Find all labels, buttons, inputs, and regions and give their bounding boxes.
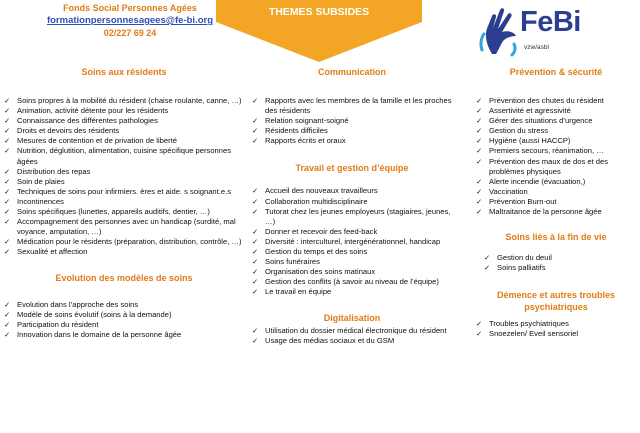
list-item-label: Utilisation du dossier médical électronique du résident xyxy=(265,325,447,335)
list-item xyxy=(252,237,452,247)
list-item-label: Innovation dans le domaine de la personne âgée xyxy=(17,329,182,339)
checkmark-icon: ✓ xyxy=(252,335,259,345)
organisation-name: Fonds Social Personnes Agées xyxy=(63,3,197,13)
list-item-label: Droits et devoirs des résidents xyxy=(17,126,120,136)
list-item xyxy=(484,263,636,273)
list-item xyxy=(252,207,452,227)
list-item xyxy=(476,207,636,217)
list-item-label: Snoezelen/ Eveil sensoriel xyxy=(489,329,579,339)
checkmark-icon: ✓ xyxy=(252,247,259,257)
topic-list xyxy=(252,326,452,346)
list-item-label: Soins propres à la mobilité du résident (chaise roulante, canne, …) xyxy=(17,96,242,105)
list-item-label: Accueil des nouveaux travailleurs xyxy=(265,186,378,196)
list-item xyxy=(252,136,452,146)
checkmark-icon: ✓ xyxy=(476,329,483,339)
topic-list xyxy=(476,319,636,339)
section-title: Prévention & sécurité xyxy=(509,67,603,77)
section-title: Soins aux résidents xyxy=(81,67,167,77)
checkmark-icon: ✓ xyxy=(252,257,259,267)
list-item-label: Participation du résident xyxy=(17,319,99,329)
list-item xyxy=(252,257,452,267)
list-item xyxy=(252,287,452,297)
themes-banner xyxy=(216,0,422,62)
checkmark-icon: ✓ xyxy=(4,146,11,156)
list-item-label: Gestion des conflits (à savoir au niveau de l’équipe) xyxy=(265,277,439,287)
list-item xyxy=(252,247,452,257)
checkmark-icon: ✓ xyxy=(476,207,483,217)
column-middle xyxy=(252,66,452,346)
list-item xyxy=(4,96,244,106)
list-item xyxy=(4,217,244,237)
list-item-label: Gestion du temps et des soins xyxy=(265,247,368,257)
list-item xyxy=(476,106,636,116)
list-item xyxy=(4,237,244,247)
list-item-label: Nutrition, déglutition, alimentation, cuisine spécifique personnes âgées xyxy=(17,146,232,166)
contact-email-link[interactable]: formationpersonnesagees@fe-bi.org xyxy=(46,15,214,26)
list-item-label: Collaboration multidisciplinaire xyxy=(265,196,368,206)
list-item xyxy=(4,310,244,320)
checkmark-icon: ✓ xyxy=(4,116,11,126)
list-item-label: Soins palliatifs xyxy=(497,263,546,273)
list-item-label: Prévention Burn-out xyxy=(489,196,557,206)
list-item-label: Incontinences xyxy=(17,196,64,206)
list-item-label: Gestion du deuil xyxy=(497,253,552,263)
list-item xyxy=(476,116,636,126)
list-item-label: Distribution des repas xyxy=(17,166,91,176)
checkmark-icon: ✓ xyxy=(252,186,259,196)
checkmark-icon: ✓ xyxy=(476,196,483,206)
checkmark-icon: ✓ xyxy=(476,126,483,136)
list-item-label: Mesures de contention et de privation de liberté xyxy=(17,136,177,146)
list-item xyxy=(476,136,636,146)
list-item xyxy=(476,197,636,207)
section-title: Digitalisation xyxy=(323,312,381,323)
list-item-label: Donner et recevoir des feed-back xyxy=(265,226,378,236)
list-item xyxy=(476,187,636,197)
checkmark-icon: ✓ xyxy=(4,106,11,116)
checkmark-icon: ✓ xyxy=(476,96,483,105)
list-item-label: Premiers secours, réanimation, … xyxy=(489,146,604,156)
topic-list xyxy=(4,96,244,258)
checkmark-icon: ✓ xyxy=(484,253,491,263)
list-item xyxy=(4,126,244,136)
list-item xyxy=(252,197,452,207)
checkmark-icon: ✓ xyxy=(476,156,483,166)
list-item xyxy=(4,207,244,217)
list-item xyxy=(476,177,636,187)
febi-logo xyxy=(478,4,628,60)
list-item xyxy=(4,187,244,197)
list-item xyxy=(4,106,244,116)
checkmark-icon: ✓ xyxy=(252,96,259,105)
list-item xyxy=(4,300,244,310)
list-item-label: Soins spécifiques (lunettes, appareils auditifs, dentier, …) xyxy=(17,207,210,217)
checkmark-icon: ✓ xyxy=(4,237,11,247)
list-item xyxy=(252,277,452,287)
list-item-label: Sexualité et affection xyxy=(17,247,88,257)
section-title: Soins liés à la fin de vie xyxy=(505,232,607,243)
checkmark-icon: ✓ xyxy=(4,176,11,186)
section-title: Travail et gestion d’équipe xyxy=(295,163,409,174)
checkmark-icon: ✓ xyxy=(4,329,11,339)
list-item-label: Médication pour le résidents (préparation, distribution, contrôle, …) xyxy=(17,237,242,247)
checkmark-icon: ✓ xyxy=(4,217,11,227)
checkmark-icon: ✓ xyxy=(4,196,11,206)
list-item-label: Résidents difficiles xyxy=(265,126,328,136)
checkmark-icon: ✓ xyxy=(4,136,11,146)
list-item-label: Diversité : interculturel, intergénérationnel, handicap xyxy=(265,236,441,246)
list-item-label: Rapports écrits et oraux xyxy=(265,136,346,146)
list-item-label: Soin de plaies xyxy=(17,176,65,186)
list-item xyxy=(4,247,244,257)
checkmark-icon: ✓ xyxy=(4,166,11,176)
section-prevention-securite xyxy=(476,66,636,217)
list-item xyxy=(4,167,244,177)
list-item xyxy=(4,330,244,340)
checkmark-icon: ✓ xyxy=(4,186,11,196)
list-item xyxy=(252,336,452,346)
list-item-label: Vaccination xyxy=(489,186,528,196)
checkmark-icon: ✓ xyxy=(252,196,259,206)
list-item xyxy=(484,253,636,263)
list-item xyxy=(476,157,636,177)
checkmark-icon: ✓ xyxy=(252,236,259,246)
list-item-label: Maltraitance de la personne âgée xyxy=(489,207,602,217)
list-item xyxy=(252,227,452,237)
hand-logo-icon xyxy=(478,4,522,58)
list-item-label: Organisation des soins matinaux xyxy=(265,267,376,277)
checkmark-icon: ✓ xyxy=(4,309,11,319)
list-item xyxy=(252,126,452,136)
list-item xyxy=(4,116,244,126)
topic-list xyxy=(252,186,452,297)
checkmark-icon: ✓ xyxy=(484,263,491,273)
list-item xyxy=(476,319,636,329)
list-item-label: Evolution dans l’approche des soins xyxy=(17,299,139,309)
topic-list xyxy=(484,253,636,273)
checkmark-icon: ✓ xyxy=(252,226,259,236)
list-item xyxy=(252,96,452,116)
checkmark-icon: ✓ xyxy=(252,136,259,146)
list-item-label: Accompagnement des personnes avec un handicap (surdité, mal voyance, amputation, …) xyxy=(17,217,236,237)
logo-wordmark: FeBi xyxy=(520,6,581,38)
list-item-label: Usage des médias sociaux et du GSM xyxy=(265,335,395,345)
list-item-label: Le travail en équipe xyxy=(265,287,332,297)
list-item-label: Relation soignant-soigné xyxy=(265,116,349,126)
list-item-label: Prévention des maux de dos et des problèmes physiques xyxy=(489,156,609,176)
section-title: Démence et autres troubles psychiatriques xyxy=(496,290,616,313)
checkmark-icon: ✓ xyxy=(252,267,259,277)
checkmark-icon: ✓ xyxy=(252,206,259,216)
list-item-label: Connaissance des différentes pathologies xyxy=(17,116,158,126)
checkmark-icon: ✓ xyxy=(252,116,259,126)
section-demence xyxy=(476,289,636,339)
checkmark-icon: ✓ xyxy=(4,247,11,257)
list-item xyxy=(476,96,636,106)
list-item-label: Alerte incendie (évacuation,) xyxy=(489,176,586,186)
list-item xyxy=(4,177,244,187)
list-item-label: Troubles psychiatriques xyxy=(489,319,569,329)
list-item xyxy=(4,146,244,166)
checkmark-icon: ✓ xyxy=(476,106,483,116)
list-item xyxy=(476,126,636,136)
list-item-label: Gestion du stress xyxy=(489,126,549,136)
list-item-label: Animation, activité détente pour les résidents xyxy=(17,106,169,116)
list-item xyxy=(476,329,636,339)
column-left xyxy=(4,66,244,340)
checkmark-icon: ✓ xyxy=(476,136,483,146)
section-title: Communication xyxy=(317,67,386,77)
checkmark-icon: ✓ xyxy=(4,96,11,105)
list-item xyxy=(476,146,636,156)
checkmark-icon: ✓ xyxy=(476,319,483,329)
checkmark-icon: ✓ xyxy=(476,176,483,186)
checkmark-icon: ✓ xyxy=(4,319,11,329)
list-item xyxy=(252,326,452,336)
list-item-label: Tutorat chez les jeunes employeurs (stagiaires, jeunes, …) xyxy=(265,206,451,226)
checkmark-icon: ✓ xyxy=(4,299,11,309)
column-right xyxy=(476,66,636,340)
section-communication xyxy=(252,66,452,146)
checkmark-icon: ✓ xyxy=(476,186,483,196)
list-item xyxy=(4,320,244,330)
checkmark-icon: ✓ xyxy=(252,325,259,335)
checkmark-icon: ✓ xyxy=(4,126,11,136)
list-item-label: Modèle de soins évolutif (soins à la demande) xyxy=(17,309,172,319)
logo-subtitle: vzw/asbl xyxy=(524,44,549,51)
section-evolution-modeles xyxy=(4,272,244,340)
topic-list xyxy=(4,300,244,340)
topic-list xyxy=(252,96,452,146)
list-item-label: Techniques de soins pour infirmiers. ères et aide. s soignant.e.s xyxy=(17,186,232,196)
list-item xyxy=(252,267,452,277)
checkmark-icon: ✓ xyxy=(4,207,11,217)
banner-title: THEMES SUBSIDES xyxy=(268,6,370,18)
list-item-label: Hygiène (aussi HACCP) xyxy=(489,136,571,146)
list-item-label: Prévention des chutes du résident xyxy=(489,96,604,105)
section-digitalisation xyxy=(252,312,452,346)
checkmark-icon: ✓ xyxy=(252,277,259,287)
checkmark-icon: ✓ xyxy=(252,126,259,136)
checkmark-icon: ✓ xyxy=(252,287,259,297)
section-fin-de-vie xyxy=(476,231,636,273)
list-item-label: Assertivité et agressivité xyxy=(489,106,571,116)
section-travail-equipe xyxy=(252,162,452,297)
list-item-label: Rapports avec les membres de la famille et les proches des résidents xyxy=(265,96,452,116)
section-title: Evolution des modèles de soins xyxy=(55,272,193,283)
list-item xyxy=(252,186,452,196)
checkmark-icon: ✓ xyxy=(476,116,483,126)
topic-list xyxy=(476,96,636,217)
contact-phone: 02/227 69 24 xyxy=(103,28,157,38)
list-item xyxy=(252,116,452,126)
list-item xyxy=(4,197,244,207)
list-item-label: Gérer des situations d’urgence xyxy=(489,116,593,126)
section-soins-residents xyxy=(4,66,244,258)
list-item-label: Soins funéraires xyxy=(265,257,320,267)
list-item xyxy=(4,136,244,146)
checkmark-icon: ✓ xyxy=(476,146,483,156)
